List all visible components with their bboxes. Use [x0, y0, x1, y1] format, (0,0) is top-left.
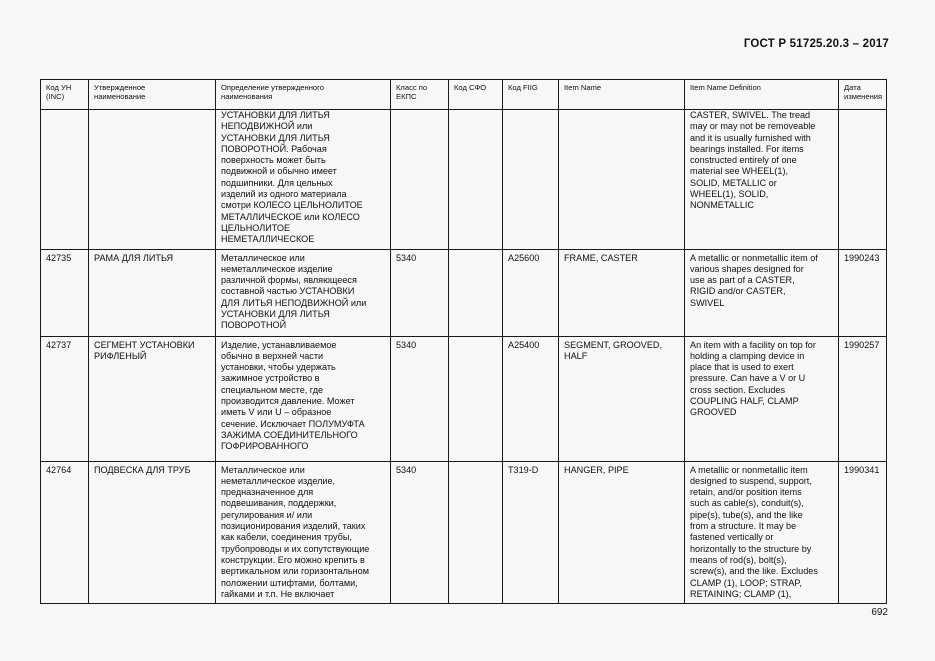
table-row: [41, 110, 887, 250]
cell-ekps-class: 5340: [391, 461, 449, 604]
cell-ekps-class: [391, 110, 449, 250]
cell-item-name: SEGMENT, GROOVED, HALF: [559, 336, 685, 461]
document-standard-number: ГОСТ Р 51725.20.3 – 2017: [743, 38, 889, 50]
cell-approved-name: РАМА ДЛЯ ЛИТЬЯ: [89, 249, 216, 336]
cell-change-date: 1990243: [839, 249, 887, 336]
cell-fiig-code: A25400: [503, 336, 559, 461]
cell-approved-name: СЕГМЕНТ УСТАНОВКИ РИФЛЕНЫЙ: [89, 336, 216, 461]
header-fiig-code: Код FIIG: [503, 80, 559, 110]
cell-inc: 42735: [41, 249, 89, 336]
table-row: [41, 336, 887, 461]
table-header-row: [41, 80, 887, 110]
cell-definition-ru: Металлическое или неметаллическое изделие, предназначенное для подвешивания, поддержки, регулирования и/ или позиционирования изделий, таких как кабели, соединения трубы, трубопроводы и их сопутствующие конструкции. Его можно крепить в вертикальном или горизонтальном положении штифтами, болтами, гайками и т.п. Не включает: [216, 461, 391, 604]
header-item-definition: Item Name Definition: [685, 80, 839, 110]
cell-fiig-code: [503, 110, 559, 250]
table-row: [41, 461, 887, 604]
header-approved-name: Утвержденное наименование: [89, 80, 216, 110]
cell-item-definition: A metallic or nonmetallic item designed to suspend, support, retain, and/or position items such as cable(s), conduit(s), pipe(s), tube(s), and the like from a structure. It may be fastened vertically or horizontally to the structure by means of rod(s), bolt(s), screw(s), and the like. Excludes CLAMP (1), LOOP; STRAP, RETAINING; CLAMP (1),: [685, 461, 839, 604]
cell-sfo-code: [449, 461, 503, 604]
cell-item-name: [559, 110, 685, 250]
cell-change-date: 1990341: [839, 461, 887, 604]
cell-change-date: [839, 110, 887, 250]
cell-inc: 42737: [41, 336, 89, 461]
cell-fiig-code: T319-D: [503, 461, 559, 604]
cell-sfo-code: [449, 110, 503, 250]
page-number: 692: [871, 607, 888, 618]
cell-sfo-code: [449, 336, 503, 461]
header-ekps-class: Класс по ЕКПС: [391, 80, 449, 110]
cell-inc: 42764: [41, 461, 89, 604]
cell-item-name: HANGER, PIPE: [559, 461, 685, 604]
header-change-date: Дата изменения: [839, 80, 887, 110]
cell-definition-ru: Металлическое или неметаллическое изделие различной формы, являющееся составной частью УСТАНОВКИ ДЛЯ ЛИТЬЯ НЕПОДВИЖНОЙ или УСТАНОВКИ ДЛЯ ЛИТЬЯ ПОВОРОТНОЙ: [216, 249, 391, 336]
cell-sfo-code: [449, 249, 503, 336]
cell-fiig-code: A25600: [503, 249, 559, 336]
header-inc: Код УН (INC): [41, 80, 89, 110]
cell-definition-ru: Изделие, устанавливаемое обычно в верхней части установки, чтобы удержать зажимное устройство в специальном месте, где производится давление. Может иметь V или U – образное сечение. Исключает ПОЛУМУФТА ЗАЖИМА СОЕДИНИТЕЛЬНОГО ГОФРИРОВАННОГО: [216, 336, 391, 461]
header-sfo-code: Код СФО: [449, 80, 503, 110]
cell-inc: [41, 110, 89, 250]
cell-ekps-class: 5340: [391, 336, 449, 461]
cell-change-date: 1990257: [839, 336, 887, 461]
catalog-table: [40, 79, 887, 604]
cell-item-name: FRAME, CASTER: [559, 249, 685, 336]
cell-definition-ru: УСТАНОВКИ ДЛЯ ЛИТЬЯ НЕПОДВИЖНОЙ или УСТАНОВКИ ДЛЯ ЛИТЬЯ ПОВОРОТНОЙ. Рабочая поверхность может быть подвижной и обычно имеет подшипники. Для цельных изделий из одного материала смотри КОЛЕСО ЦЕЛЬНОЛИТОЕ МЕТАЛЛИЧЕСКОЕ или КОЛЕСО ЦЕЛЬНОЛИТОЕ НЕМЕТАЛЛИЧЕСКОЕ: [216, 110, 391, 250]
table-row: [41, 249, 887, 336]
cell-approved-name: [89, 110, 216, 250]
cell-item-definition: CASTER, SWIVEL. The tread may or may not be removeable and it is usually furnished with bearings installed. For items constructed entirely of one material see WHEEL(1), SOLID, METALLIC or WHEEL(1), SOLID, NONMETALLIC: [685, 110, 839, 250]
cell-item-definition: An item with a facility on top for holding a clamping device in place that is used to exert pressure. Can have a V or U cross section. Excludes COUPLING HALF, CLAMP GROOVED: [685, 336, 839, 461]
cell-approved-name: ПОДВЕСКА ДЛЯ ТРУБ: [89, 461, 216, 604]
cell-item-definition: A metallic or nonmetallic item of various shapes designed for use as part of a CASTER, RIGID and/or CASTER, SWIVEL: [685, 249, 839, 336]
header-definition-ru: Определение утвержденного наименования: [216, 80, 391, 110]
cell-ekps-class: 5340: [391, 249, 449, 336]
header-item-name: Item Name: [559, 80, 685, 110]
